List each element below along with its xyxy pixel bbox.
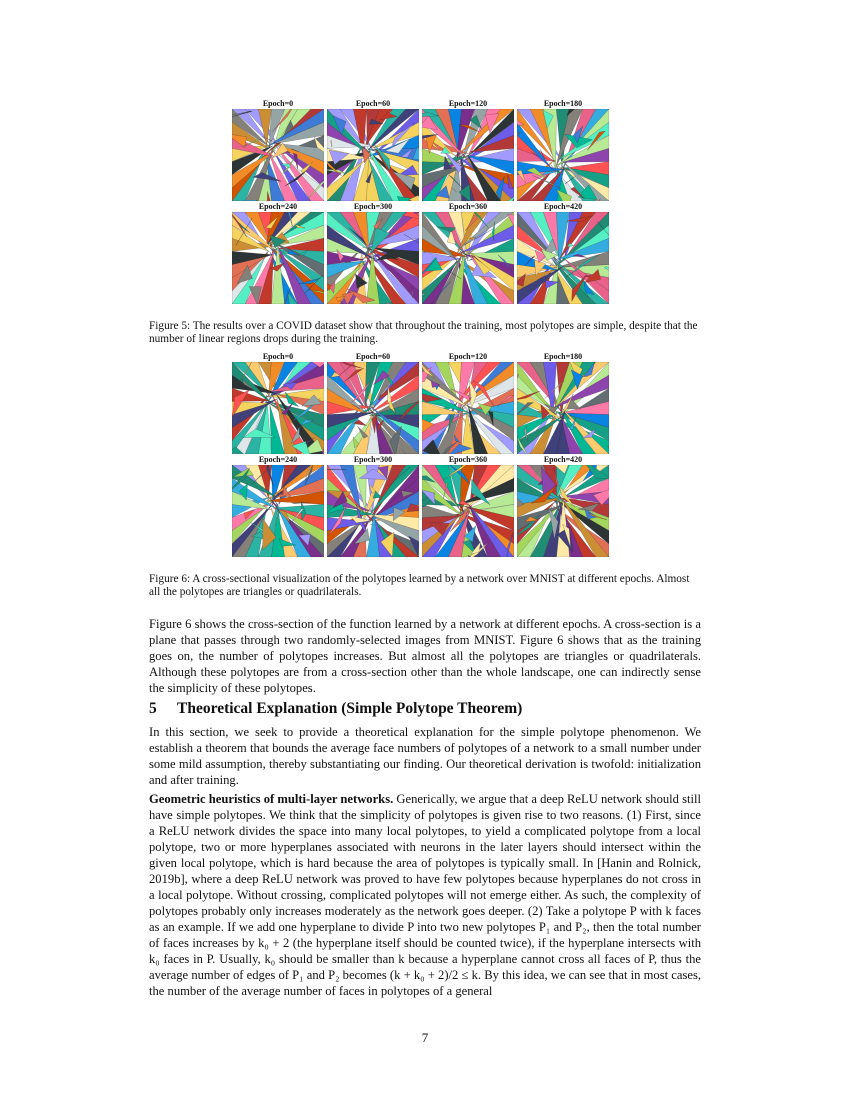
figure-5	[232, 98, 618, 304]
polytope-plot	[327, 109, 419, 201]
figure-6	[232, 351, 618, 557]
polytope-plot	[422, 212, 514, 304]
epoch-label: Epoch=0	[262, 99, 294, 108]
body-paragraph	[149, 791, 701, 999]
polytope-plot	[232, 212, 324, 304]
paragraph-text: Generically, we argue that a deep ReLU network should still have simple polytopes. We think that the simplicity of polytopes is given rise to two reasons. (1) First, since a ReLU network divides the space into many local polytopes, to yield a complicated polytope from a local polytope, two or more hyperplanes associated with neurons in the later layers should intersect within the given local polytope, which is hard because the area of polytopes is typically small. In [Hanin and Rolnick, 2019b], where a deep ReLU network was proved to have few polytopes because hyperplanes do not cross in a local polytope. Without crossing, complicated polytopes will not emerge either. As such, the complexity of polytopes probably only increases moderately as the network goes deeper. (2) Take a polytope P with k faces as an example. If we add one hyperplane to divide P into two new polytopes P₁ and P₂, then the total number of faces increases by k₀ + 2 (the hyperplane itself should be counted twice), if the hyperplane intersects with k₀ faces in P. Usually, k₀ should be smaller than k because a hyperplane cannot cross all faces of P, thus the average number of edges of P₁ and P₂ becomes (k + k₀ + 2)/2 ≤ k. By this idea, we can see that in most cases, the number of the average number of faces in polytopes of a general	[149, 792, 702, 998]
epoch-label: Epoch=240	[258, 455, 298, 464]
section-heading	[149, 700, 522, 718]
panel	[327, 98, 419, 201]
paragraph-lead: Geometric heuristics of multi-layer networks.	[149, 792, 394, 806]
polytope-plot	[517, 465, 609, 557]
body-paragraph: In this section, we seek to provide a theoretical explanation for the simple polytope phenomenon. We establish a theorem that bounds the average face numbers of polytopes of a network to a small number under some mild assumption, thereby substantiating our finding. Our theoretical derivation is twofold: initialization and after training.	[149, 725, 701, 787]
epoch-label: Epoch=120	[448, 99, 488, 108]
polytope-plot	[327, 465, 419, 557]
epoch-label: Epoch=300	[353, 455, 393, 464]
figure-6-caption: Figure 6: A cross-sectional visualization of the polytopes learned by a network over MNIST at different epochs. Almost all the polytopes are triangles or quadrilaterals.	[149, 573, 690, 598]
panel	[232, 201, 324, 304]
polytope-plot	[232, 362, 324, 454]
body-paragraph: Figure 6 shows the cross-section of the function learned by a network at different epochs. A cross-section is a plane that passes through two randomly-selected images from MNIST. Figure 6 shows that as the training goes on, the number of polytopes increases. But almost all the polytopes are triangles or quadrilaterals. Although these polytopes are from a cross-section other than the whole landscape, one can indirectly sense the simplicity of these polytopes.	[149, 617, 701, 695]
epoch-label: Epoch=0	[262, 352, 294, 361]
polytope-plot	[327, 212, 419, 304]
panel	[517, 98, 609, 201]
panel	[327, 351, 419, 454]
epoch-label: Epoch=240	[258, 202, 298, 211]
panel	[232, 454, 324, 557]
panel	[327, 201, 419, 304]
polytope-plot	[422, 465, 514, 557]
epoch-label: Epoch=360	[448, 202, 488, 211]
panel	[517, 201, 609, 304]
figure-6-grid	[232, 351, 618, 557]
epoch-label: Epoch=60	[355, 352, 391, 361]
panel	[422, 201, 514, 304]
polytope-plot	[327, 362, 419, 454]
panel	[327, 454, 419, 557]
epoch-label: Epoch=180	[543, 99, 583, 108]
polytope-plot	[422, 109, 514, 201]
epoch-label: Epoch=360	[448, 455, 488, 464]
polytope-plot	[517, 362, 609, 454]
section-number: 5	[149, 700, 157, 717]
polytope-plot	[232, 465, 324, 557]
polytope-plot	[422, 362, 514, 454]
panel	[232, 98, 324, 201]
polytope-plot	[517, 109, 609, 201]
panel	[232, 351, 324, 454]
panel	[517, 454, 609, 557]
epoch-label: Epoch=420	[543, 202, 583, 211]
page-number: 7	[421, 1030, 429, 1045]
panel	[422, 98, 514, 201]
panel	[517, 351, 609, 454]
panel	[422, 454, 514, 557]
epoch-label: Epoch=300	[353, 202, 393, 211]
section-title: Theoretical Explanation (Simple Polytope Theorem)	[177, 700, 523, 717]
panel	[422, 351, 514, 454]
epoch-label: Epoch=120	[448, 352, 488, 361]
polytope-plot	[232, 109, 324, 201]
epoch-label: Epoch=420	[543, 455, 583, 464]
polytope-plot	[517, 212, 609, 304]
figure-5-caption: Figure 5: The results over a COVID dataset show that throughout the training, most polytopes are simple, despite that the number of linear regions drops during the training.	[149, 320, 698, 345]
epoch-label: Epoch=60	[355, 99, 391, 108]
figure-5-grid	[232, 98, 618, 304]
epoch-label: Epoch=180	[543, 352, 583, 361]
